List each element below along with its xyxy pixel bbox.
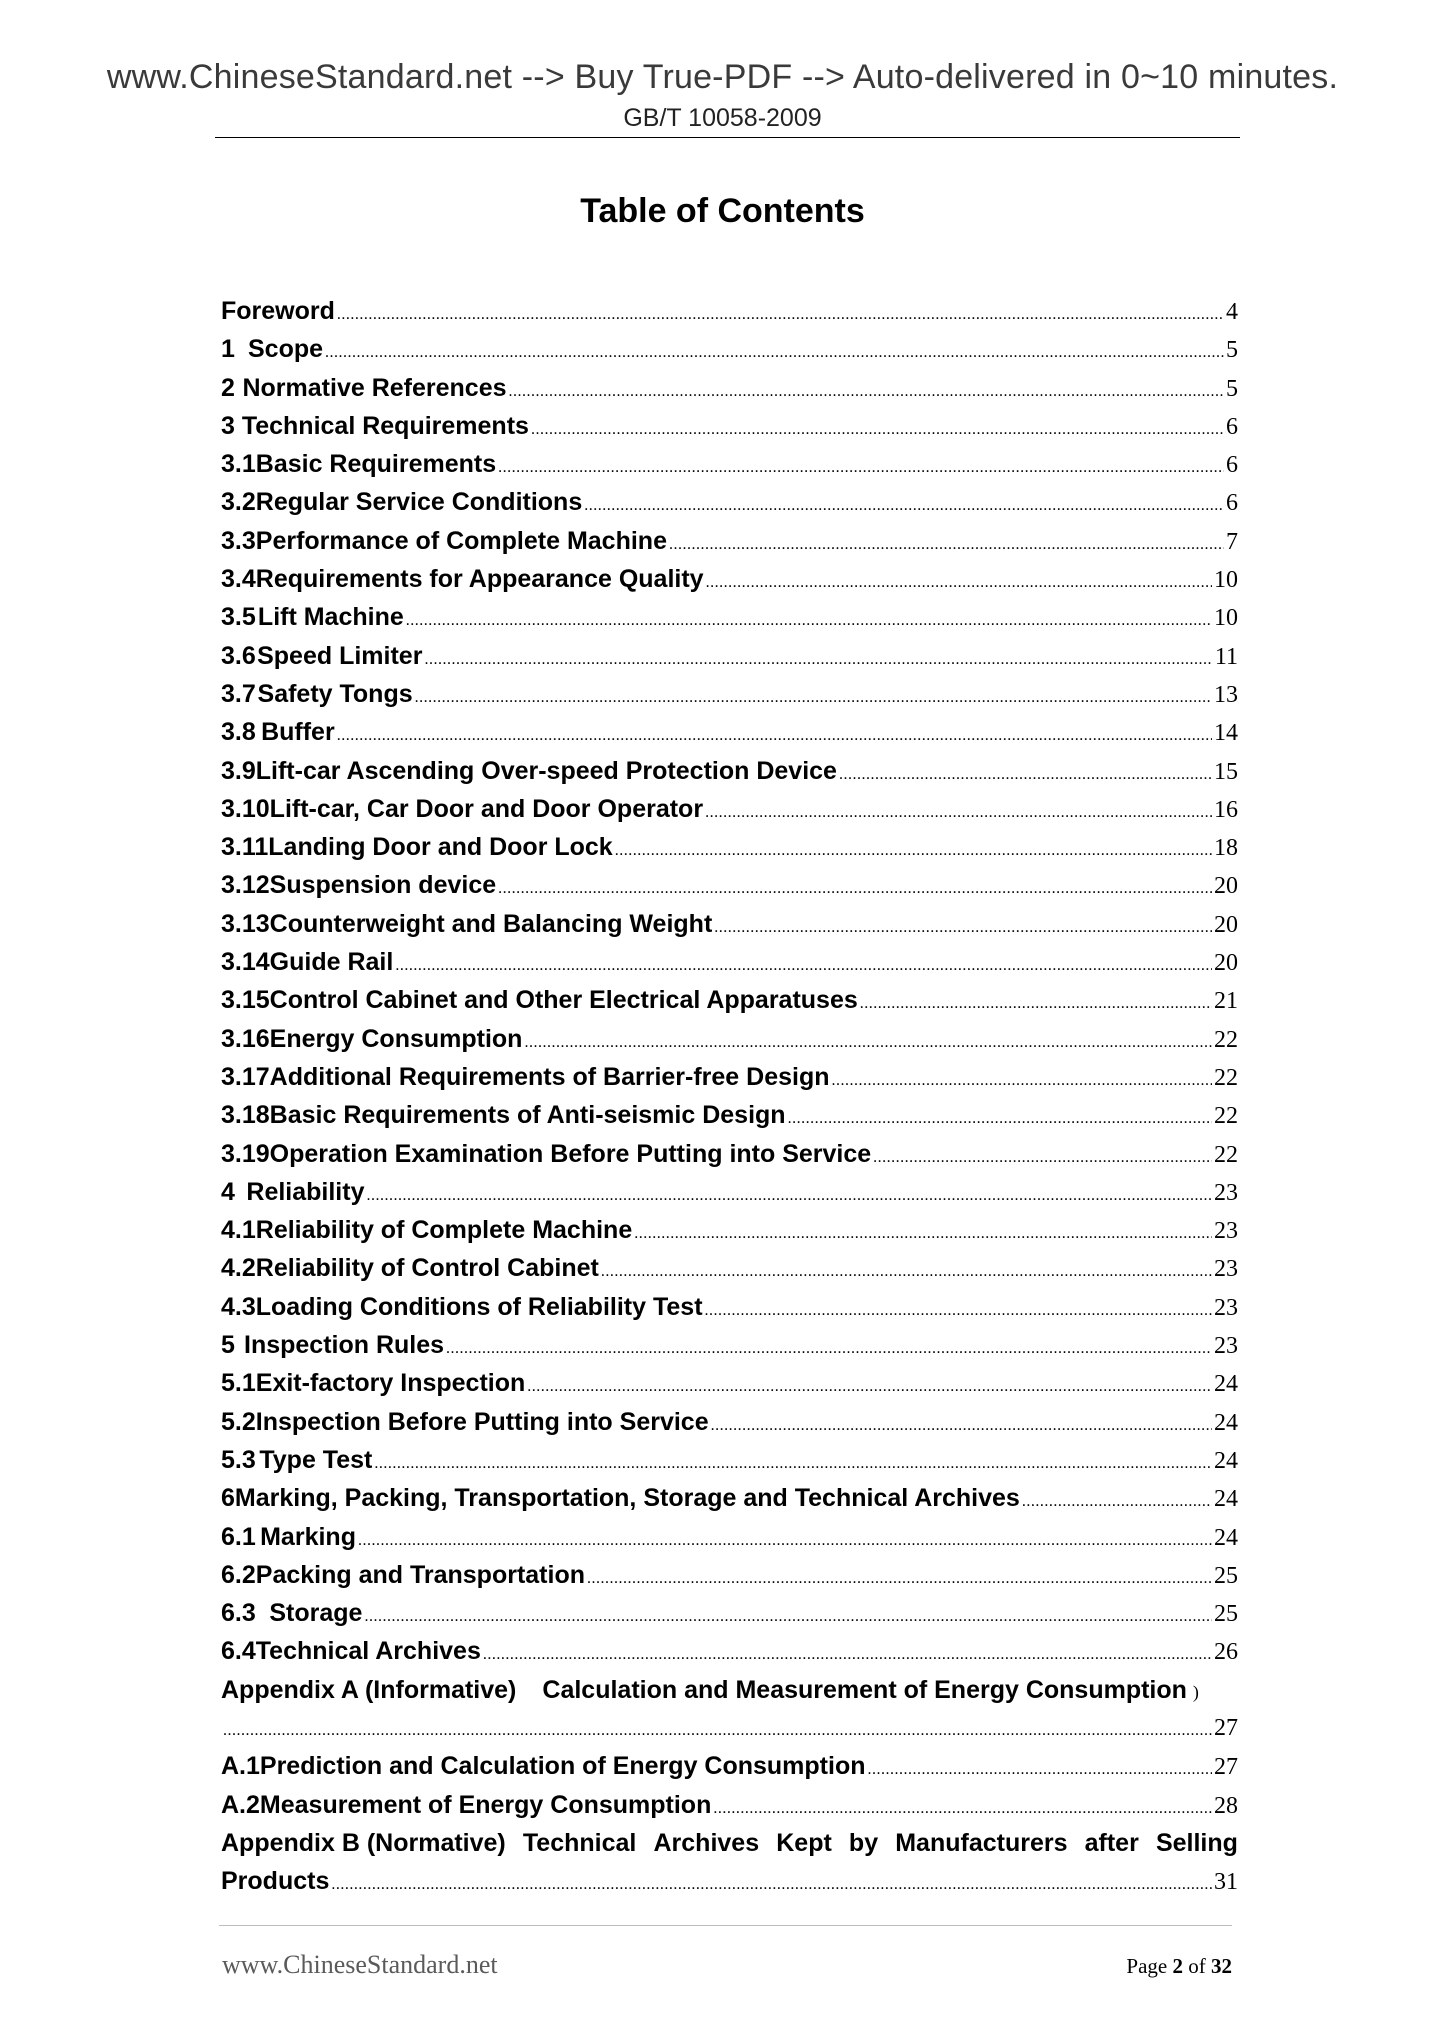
toc-entry-number: 3 xyxy=(221,411,235,440)
toc-leader xyxy=(839,756,1212,794)
toc-entry-text: Type Test xyxy=(259,1445,373,1474)
toc-page-number: 24 xyxy=(1214,1447,1238,1474)
toc-entry-number: 3.1 xyxy=(221,450,256,479)
toc-appendix-a-leader-row[interactable] xyxy=(221,1709,1238,1747)
toc-page-number: 10 xyxy=(1214,605,1238,632)
toc-leader xyxy=(527,1368,1212,1406)
toc-entry-number: 5.1 xyxy=(221,1369,256,1398)
toc-page-number: 20 xyxy=(1214,873,1238,900)
toc-entry-text: Measurement of Energy Consumption xyxy=(259,1790,712,1819)
toc-entry[interactable] xyxy=(221,981,1238,1019)
toc-entry-number: 3.14 xyxy=(221,948,270,977)
toc-entry[interactable] xyxy=(221,598,1238,636)
toc-entry-text: Lift-car Ascending Over-speed Protection Device xyxy=(255,756,837,785)
toc-entry[interactable] xyxy=(221,1288,1238,1326)
toc-entry[interactable] xyxy=(221,1747,1238,1785)
toc-leader xyxy=(860,985,1212,1023)
toc-appendix-b-word: after xyxy=(1084,1828,1139,1857)
toc-entry[interactable] xyxy=(221,560,1238,598)
toc-entry[interactable] xyxy=(221,1096,1238,1134)
toc-entry-number: 6.1 xyxy=(221,1522,256,1551)
toc-entry[interactable] xyxy=(221,1632,1238,1670)
toc-entry[interactable] xyxy=(221,675,1238,713)
toc-entry[interactable] xyxy=(221,445,1238,483)
toc-entry-number: 5 xyxy=(221,1331,235,1360)
toc-leader xyxy=(406,602,1212,640)
page-total: 32 xyxy=(1211,1954,1232,1978)
toc-entry-text: Storage xyxy=(269,1599,363,1628)
toc-page-number: 14 xyxy=(1214,720,1238,747)
toc-leader xyxy=(509,373,1225,411)
toc-appendix-b-heading[interactable] xyxy=(221,1824,1238,1862)
toc-leader xyxy=(337,717,1212,755)
toc-entry[interactable] xyxy=(221,1135,1238,1173)
toc-page-number: 20 xyxy=(1214,950,1238,977)
toc-entry-text: Performance of Complete Machine xyxy=(255,526,667,555)
header-divider xyxy=(215,137,1240,138)
toc-appendix-a-label: Appendix A (Informative) xyxy=(221,1675,517,1704)
toc-page-number: 16 xyxy=(1214,796,1238,823)
toc-entry-text: Control Cabinet and Other Electrical Apparatuses xyxy=(269,986,858,1015)
toc-leader xyxy=(868,1751,1213,1789)
toc-page-number: 21 xyxy=(1214,988,1238,1015)
page-word: Page xyxy=(1126,1954,1168,1978)
toc-leader xyxy=(223,1712,1212,1750)
toc-entry-number: 3.13 xyxy=(221,909,270,938)
toc-page-number: 7 xyxy=(1226,528,1238,555)
toc-entry-number: 6.3 xyxy=(221,1599,256,1628)
toc-page-number: 24 xyxy=(1214,1409,1238,1436)
toc-entry-text: Lift Machine xyxy=(257,603,404,632)
toc-leader xyxy=(788,1100,1212,1138)
toc-page-number: 5 xyxy=(1226,337,1238,364)
toc-entry[interactable] xyxy=(221,330,1238,368)
toc-page-number: 4 xyxy=(1226,299,1238,325)
toc-entry-text: Prediction and Calculation of Energy Consumption xyxy=(259,1752,866,1781)
footer-site-link[interactable]: www.ChineseStandard.net xyxy=(222,1950,498,1979)
toc-entry[interactable] xyxy=(221,1364,1238,1402)
toc-page-number: 23 xyxy=(1214,1218,1238,1245)
toc-appendix-b-word: Archives xyxy=(653,1828,760,1857)
toc-entry-text: Regular Service Conditions xyxy=(255,488,583,517)
toc-entry[interactable] xyxy=(221,828,1238,866)
toc-entry[interactable] xyxy=(221,1173,1238,1211)
toc-entry-number: 6 xyxy=(221,1484,235,1513)
toc-appendix-b-word: Kept xyxy=(776,1828,832,1857)
toc-appendix-b-word: by xyxy=(848,1828,879,1857)
toc-page-number: 22 xyxy=(1214,1026,1238,1053)
toc-entry-number: 4.1 xyxy=(221,1216,256,1245)
toc-entry-text: Landing Door and Door Lock xyxy=(268,833,613,862)
toc-entry-number: 3.3 xyxy=(221,526,256,555)
toc-page-number: 18 xyxy=(1214,835,1238,862)
toc-entry-number: 3.11 xyxy=(221,833,269,862)
toc-entry[interactable] xyxy=(221,1403,1238,1441)
toc-entry-text: Basic Requirements of Anti-seismic Design xyxy=(269,1101,786,1130)
toc-leader xyxy=(446,1330,1212,1368)
toc-page-number: 23 xyxy=(1214,1294,1238,1321)
toc-leader xyxy=(483,1636,1212,1674)
toc-leader xyxy=(531,411,1224,449)
toc-page-number: 22 xyxy=(1214,1103,1238,1130)
toc-entry[interactable] xyxy=(221,1326,1238,1364)
toc-entry[interactable] xyxy=(221,1786,1238,1824)
toc-leader xyxy=(325,334,1224,372)
toc-entry-text: Loading Conditions of Reliability Test xyxy=(255,1292,703,1321)
toc-appendix-b-word: Selling xyxy=(1155,1828,1238,1857)
toc-entry-text: Technical Requirements xyxy=(241,411,529,440)
toc-entry-text: Safety Tongs xyxy=(257,679,413,708)
toc-appendix-b-line xyxy=(221,1824,1238,1862)
toc-entry-text: Reliability of Control Cabinet xyxy=(255,1254,599,1283)
toc-entry-number: 5.2 xyxy=(221,1407,256,1436)
toc-page-number: 25 xyxy=(1214,1601,1238,1628)
toc-appendix-a-heading[interactable] xyxy=(221,1671,1238,1709)
toc-page-number: 23 xyxy=(1214,1333,1238,1360)
toc-entry[interactable] xyxy=(221,1518,1238,1556)
toc-leader xyxy=(711,1407,1212,1445)
toc-entry[interactable] xyxy=(221,790,1238,828)
toc-leader xyxy=(364,1598,1212,1636)
toc-page-number: 23 xyxy=(1214,1179,1238,1206)
toc-entry-number: A.1 xyxy=(221,1752,260,1781)
toc-entry-number: A.2 xyxy=(221,1790,260,1819)
toc-entry-text: Normative References xyxy=(242,373,507,402)
toc-appendix-a-entries xyxy=(221,1747,1238,1824)
toc-appendix-b-leader-row[interactable] xyxy=(221,1862,1238,1900)
toc-entry[interactable] xyxy=(221,943,1238,981)
toc-entry-number: 3.19 xyxy=(221,1139,270,1168)
toc-leader xyxy=(395,947,1212,985)
toc-entry[interactable] xyxy=(221,1556,1238,1594)
toc-entry-text: Additional Requirements of Barrier-free Design xyxy=(269,1062,830,1091)
toc-page-number: 10 xyxy=(1214,567,1238,594)
toc-entry[interactable] xyxy=(221,522,1238,560)
toc-entry[interactable] xyxy=(221,1249,1238,1287)
toc-entry[interactable] xyxy=(221,866,1238,904)
toc-entry-number: 3.7 xyxy=(221,679,256,708)
toc-main-entries xyxy=(221,292,1238,1671)
toc-entry-text: Energy Consumption xyxy=(269,1024,523,1053)
toc-page-number: 23 xyxy=(1214,1256,1238,1283)
toc-page-number: 22 xyxy=(1214,1064,1238,1091)
toc-leader xyxy=(337,296,1224,334)
toc-leader xyxy=(366,1177,1212,1215)
page-current: 2 xyxy=(1172,1954,1183,1978)
toc-appendix-b-word: Manufacturers xyxy=(895,1828,1068,1857)
toc-leader xyxy=(634,1215,1212,1253)
toc-page-number: 15 xyxy=(1214,758,1238,785)
toc-entry-number: 6.2 xyxy=(221,1560,256,1589)
toc-entry[interactable] xyxy=(221,292,1238,330)
toc-leader xyxy=(714,909,1212,947)
toc-page-number: 6 xyxy=(1226,452,1238,479)
page-indicator xyxy=(1126,1954,1232,1979)
toc-entry-text: Reliability xyxy=(246,1177,365,1206)
toc-page-number: 26 xyxy=(1214,1639,1238,1666)
toc-entry-number: 3.16 xyxy=(221,1024,270,1053)
toc-page-number: 13 xyxy=(1214,681,1238,708)
toc-page-number: 31 xyxy=(1214,1869,1238,1896)
toc-entry-text: Products xyxy=(221,1867,330,1896)
toc-entry[interactable] xyxy=(221,637,1238,675)
table-of-contents xyxy=(221,292,1238,1900)
toc-page-number: 20 xyxy=(1214,911,1238,938)
toc-entry[interactable] xyxy=(221,752,1238,790)
toc-entry[interactable] xyxy=(221,1479,1238,1517)
toc-entry-number: 3.6 xyxy=(221,641,256,670)
toc-page-number: 25 xyxy=(1214,1562,1238,1589)
toc-entry-number: 6.4 xyxy=(221,1637,256,1666)
toc-entry-text: Basic Requirements xyxy=(255,450,497,479)
toc-entry-text: Reliability of Complete Machine xyxy=(255,1216,633,1245)
page-title: Table of Contents xyxy=(580,192,865,230)
toc-entry-text: Marking, Packing, Transportation, Storage and Technical Archives xyxy=(234,1484,1020,1513)
toc-entry-text: Counterweight and Balancing Weight xyxy=(269,909,713,938)
toc-leader xyxy=(615,832,1212,870)
toc-page-number: 24 xyxy=(1214,1486,1238,1513)
toc-entry[interactable] xyxy=(221,905,1238,943)
toc-entry-text: Exit-factory Inspection xyxy=(255,1369,526,1398)
toc-leader xyxy=(524,1024,1212,1062)
toc-entry[interactable] xyxy=(221,483,1238,521)
toc-entry-number: 3.18 xyxy=(221,1101,270,1130)
toc-entry-text: Guide Rail xyxy=(269,948,394,977)
footer-divider xyxy=(219,1925,1232,1926)
toc-entry[interactable] xyxy=(221,713,1238,751)
toc-page-number: 6 xyxy=(1226,413,1238,440)
toc-page-number: 24 xyxy=(1214,1524,1238,1551)
toc-entry-number: 2 xyxy=(221,373,235,402)
toc-leader xyxy=(358,1522,1212,1560)
toc-entry-number: 4.2 xyxy=(221,1254,256,1283)
toc-entry-number: 5.3 xyxy=(221,1445,256,1474)
toc-leader xyxy=(706,564,1212,602)
toc-entry[interactable] xyxy=(221,407,1238,445)
toc-page-number: 22 xyxy=(1214,1141,1238,1168)
toc-leader xyxy=(1022,1483,1212,1521)
toc-leader xyxy=(584,487,1224,525)
toc-entry-text: Inspection Before Putting into Service xyxy=(255,1407,709,1436)
toc-leader xyxy=(374,1445,1212,1483)
standard-code: GB/T 10058-2009 xyxy=(623,104,822,132)
toc-entry-text: Marking xyxy=(260,1522,356,1551)
toc-entry-number: 3.9 xyxy=(221,756,256,785)
toc-leader xyxy=(587,1560,1212,1598)
toc-entry-text: Inspection Rules xyxy=(244,1331,445,1360)
toc-entry[interactable] xyxy=(221,1441,1238,1479)
toc-leader xyxy=(832,1062,1213,1100)
toc-page-number: 5 xyxy=(1226,375,1238,402)
toc-leader xyxy=(669,526,1224,564)
toc-entry[interactable] xyxy=(221,1211,1238,1249)
toc-entry[interactable] xyxy=(221,369,1238,407)
toc-entry-number: 3.4 xyxy=(221,565,256,594)
toc-leader xyxy=(331,1866,1212,1904)
toc-entry-number: 3.12 xyxy=(221,871,270,900)
toc-entry-text: Operation Examination Before Putting into Service xyxy=(269,1139,872,1168)
toc-leader xyxy=(705,794,1212,832)
toc-entry-number: 3.17 xyxy=(221,1062,270,1091)
toc-entry-text: Foreword xyxy=(221,297,335,325)
toc-leader xyxy=(713,1790,1212,1828)
toc-entry[interactable] xyxy=(221,1594,1238,1632)
toc-entry[interactable] xyxy=(221,1058,1238,1096)
toc-entry-number: 3.15 xyxy=(221,986,270,1015)
toc-appendix-a-title: Calculation and Measurement of Energy Consumption xyxy=(542,1675,1187,1704)
toc-entry-number: 4.3 xyxy=(221,1292,256,1321)
toc-leader xyxy=(705,1292,1212,1330)
toc-entry-text: Requirements for Appearance Quality xyxy=(255,565,704,594)
toc-entry-number: 3.8 xyxy=(221,718,256,747)
page-of: of xyxy=(1188,1954,1206,1978)
toc-page-number: 11 xyxy=(1214,643,1238,670)
toc-entry-text: Speed Limiter xyxy=(257,641,423,670)
toc-entry-text: Suspension device xyxy=(269,871,497,900)
toc-entry-number: 3.5 xyxy=(221,603,256,632)
toc-entry-number: 1 xyxy=(221,335,235,364)
toc-leader xyxy=(498,449,1224,487)
toc-entry-text: Scope xyxy=(248,335,324,364)
toc-leader xyxy=(424,641,1212,679)
toc-page-number: 28 xyxy=(1214,1792,1238,1819)
toc-leader xyxy=(498,870,1212,908)
toc-continuation-mark: ) xyxy=(1192,1681,1199,1702)
toc-page-number: 6 xyxy=(1226,490,1238,517)
toc-appendix-b-word: Technical xyxy=(522,1828,637,1857)
toc-entry-text: Technical Archives xyxy=(255,1637,481,1666)
toc-entry-text: Buffer xyxy=(261,718,335,747)
toc-leader xyxy=(873,1139,1212,1177)
toc-entry-number: 3.10 xyxy=(221,794,270,823)
toc-entry-text: Packing and Transportation xyxy=(255,1560,585,1589)
toc-entry-number: 4 xyxy=(221,1177,235,1206)
toc-page-number: 24 xyxy=(1214,1371,1238,1398)
toc-page-number: 27 xyxy=(1214,1714,1238,1741)
toc-entry[interactable] xyxy=(221,1020,1238,1058)
toc-leader xyxy=(415,679,1212,717)
toc-entry-number: 3.2 xyxy=(221,488,256,517)
toc-leader xyxy=(601,1253,1212,1291)
toc-page-number: 27 xyxy=(1214,1754,1238,1781)
toc-entry-text: Lift-car, Car Door and Door Operator xyxy=(269,794,704,823)
site-banner: www.ChineseStandard.net --> Buy True-PDF --> Auto-delivered in 0~10 minutes. xyxy=(106,58,1339,96)
toc-appendix-b-label: Appendix B (Normative) xyxy=(221,1828,506,1857)
